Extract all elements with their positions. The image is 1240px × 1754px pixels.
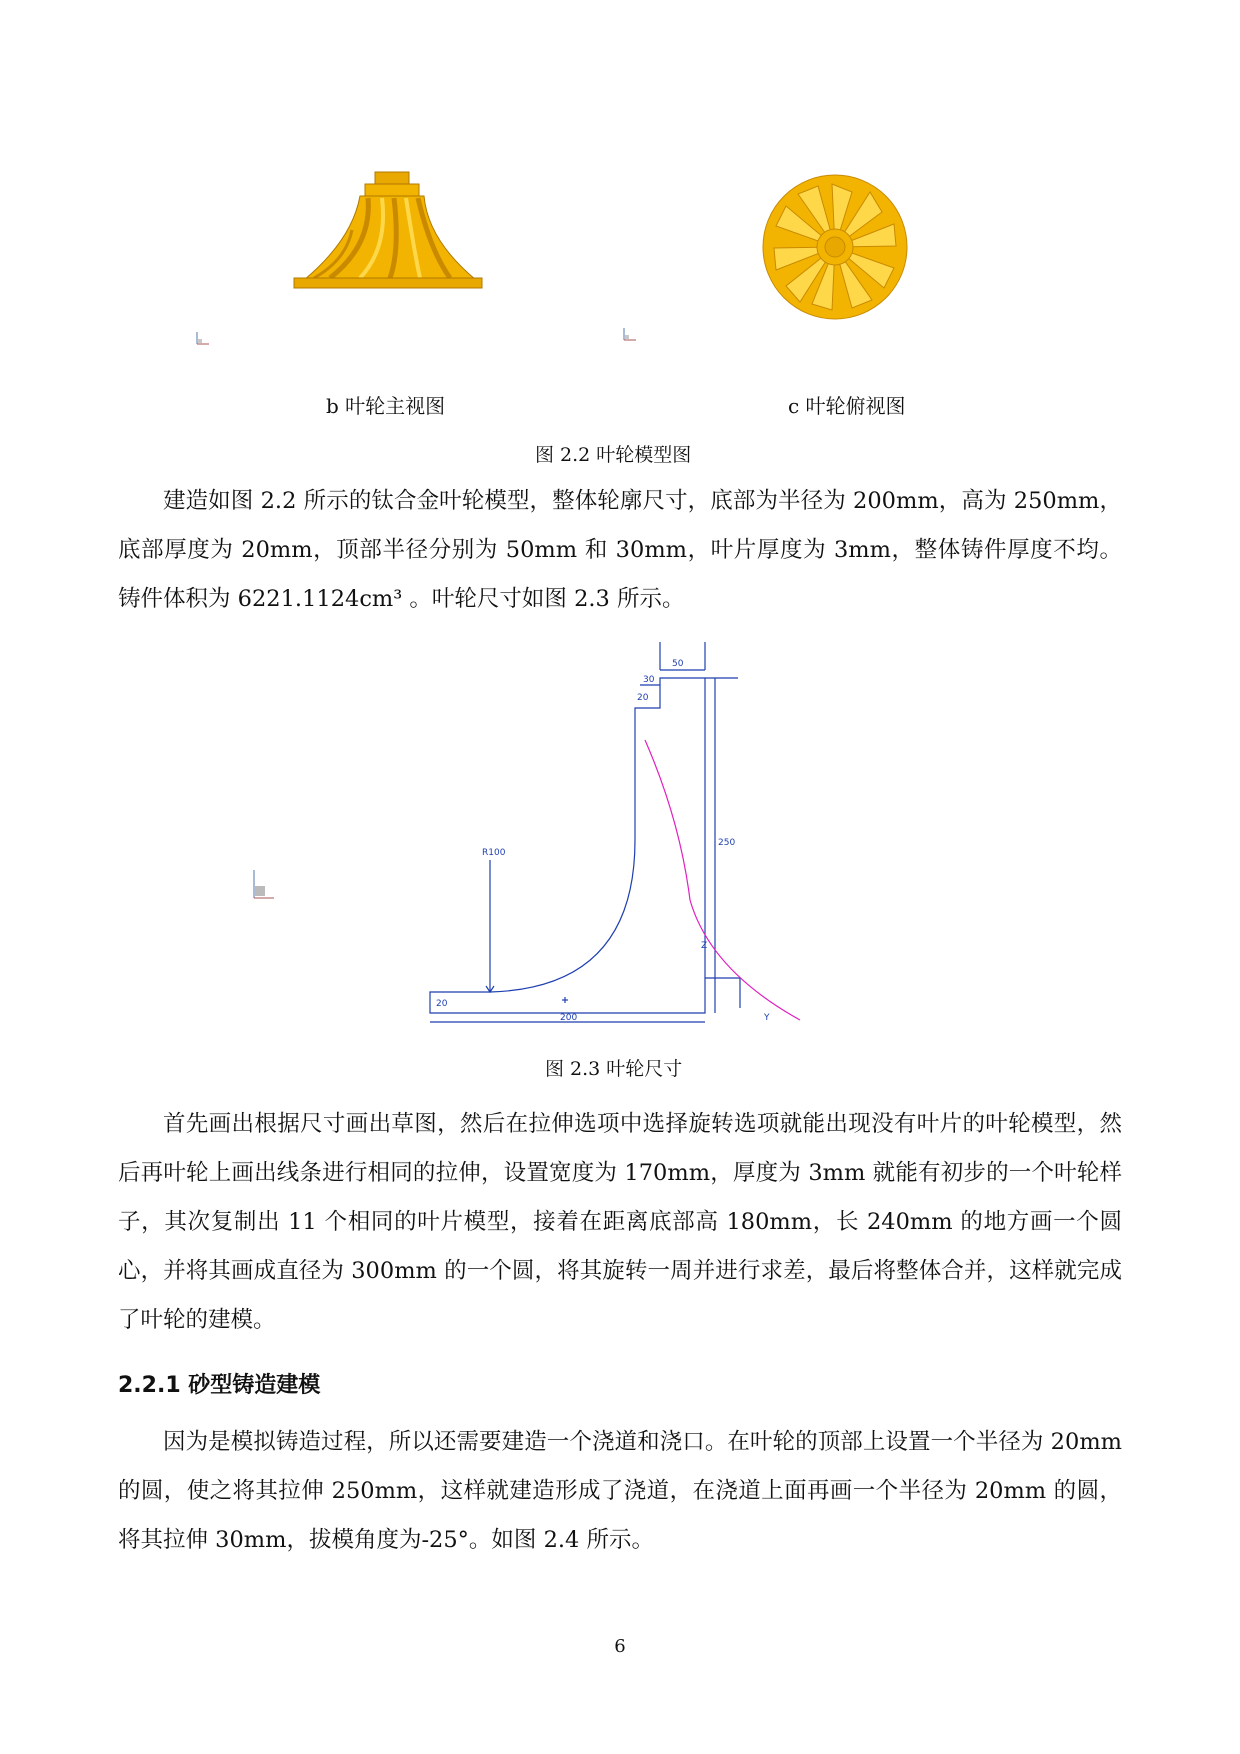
axis-triad-icon (195, 330, 211, 346)
dim-step-text: 20 (637, 693, 649, 703)
axis-y-label: Y (764, 1013, 770, 1023)
dim-base-thickness-text: 20 (436, 999, 448, 1009)
axis-z-label: Z (701, 941, 708, 951)
dim-top-inner-text: 30 (643, 675, 655, 685)
paragraph-2: 首先画出根据尺寸画出草图，然后在拉伸选项中选择旋转选项就能出现没有叶片的叶轮模型，然后再叶轮上画出线条进行相同的拉伸，设置宽度为 170mm，厚度为 3mm 就能有初步的一个叶轮样子，其次复制出 11 个相同的叶片模型，接着在距离底部高 180mm，长 240mm 的地方画一个圆心，并将其画成直径为 300mm 的一个圆，将其旋转一周并进行求差，最后将整体合并，这样就完成了叶轮的建模。 (118, 1111, 1122, 1333)
axis-triad-icon (622, 326, 638, 342)
subfigure-c-label: c 叶轮俯视图 (788, 394, 906, 418)
impeller-front-view-image (290, 170, 490, 302)
section-heading: 2.2.1 砂型铸造建模 (118, 1373, 321, 1398)
subfigure-b-label: b 叶轮主视图 (326, 394, 446, 418)
axis-triad-icon (254, 870, 274, 898)
dim-height-text: 250 (718, 838, 736, 848)
paragraph-1: 建造如图 2.2 所示的钛合金叶轮模型，整体轮廓尺寸，底部为半径为 200mm，高为 250mm，底部厚度为 20mm，顶部半径分别为 50mm 和 30mm，叶片厚度为 3mm，整体铸件厚度不均。铸件体积为 6221.1124cm³ 。叶轮尺寸如图 2.3 所示。 (118, 488, 1122, 612)
dim-top-text: 50 (672, 659, 684, 669)
impeller-top-view-image (760, 172, 910, 322)
dim-base-width-text: 200 (560, 1013, 578, 1023)
dim-radius-text: R100 (482, 848, 506, 858)
paragraph-3: 因为是模拟铸造过程，所以还需要建造一个浇道和浇口。在叶轮的顶部上设置一个半径为 20mm 的圆，使之将其拉伸 250mm，这样就建造形成了浇道，在浇道上面再画一个半径为 20mm 的圆，将其拉伸 30mm，拔模角度为-25°。如图 2.4 所示。 (118, 1429, 1122, 1553)
impeller-dimension-sketch (240, 630, 840, 1040)
page-number: 6 (614, 1636, 626, 1657)
figure-2-2-caption: 图 2.2 叶轮模型图 (535, 444, 692, 466)
figure-2-3-caption: 图 2.3 叶轮尺寸 (545, 1058, 683, 1080)
